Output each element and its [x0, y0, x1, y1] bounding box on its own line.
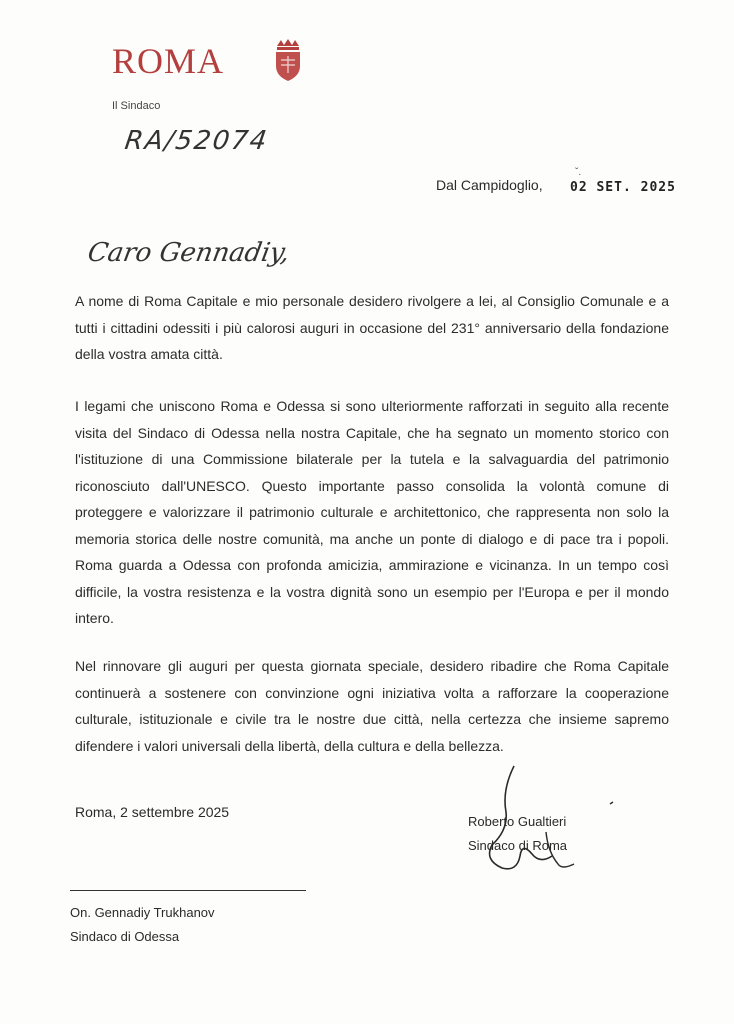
protocol-number: RA/52074	[122, 126, 271, 156]
recipient-name: On. Gennadiy Trukhanov	[70, 905, 215, 920]
recipient-block	[70, 901, 215, 949]
recipient-divider	[70, 890, 306, 891]
roma-crest-icon	[272, 38, 304, 82]
paragraph-2: I legami che uniscono Roma e Odessa si sono ulteriormente rafforzati in seguito alla recente visita del Sindaco di Odessa nella nostra Capitale, che ha segnato un momento storico con l'istituzione di una Commissione bilaterale per la tutela e la salvaguardia del patrimonio riconosciuto dall'UNESCO. Questo importante passo consolida la volontà comune di proteggere e valorizzare il patrimonio culturale e architettonico, che rappresenta non solo la memoria storica delle nostre comunità, ma anche un ponte di dialogo e di pace tra i popoli. Roma guarda a Odessa con profonda amicizia, ammirazione e vicinanza. In un tempo così difficile, la vostra resistenza e la vostra dignità sono un esempio per l'Europa e per il mondo intero.	[75, 398, 669, 626]
signature-block	[468, 810, 567, 858]
office-label: Il Sindaco	[112, 100, 161, 112]
stamp-mark-icon: ˇ.	[575, 167, 582, 178]
closing-place-date: Roma, 2 settembre 2025	[75, 804, 230, 820]
dateline-place: Dal Campidoglio,	[436, 177, 543, 193]
salutation: Caro Gennadiy,	[85, 238, 293, 268]
signer-title: Sindaco di Roma	[468, 838, 567, 853]
roma-logo-text: ROMA	[112, 41, 225, 81]
paragraph-1: A nome di Roma Capitale e mio personale desidero rivolgere a lei, al Consiglio Comunale e a tutti i cittadini odessiti i più calorosi auguri in occasione del 231° anniversario della fondazione della vostra amata città.	[75, 293, 669, 362]
signer-name: Roberto Gualtieri	[468, 814, 567, 829]
date-stamp: 02 SET. 2025	[570, 180, 676, 195]
recipient-title: Sindaco di Odessa	[70, 929, 180, 944]
paragraph-3: Nel rinnovare gli auguri per questa giornata speciale, desidero ribadire che Roma Capitale continuerà a sostenere con convinzione ogni iniziativa volta a rafforzare la cooperazione culturale, istituzionale e civile tra le nostre due città, nella certezza che insieme sapremo difendere i valori universali della libertà, della cultura e della bellezza.	[75, 658, 669, 754]
